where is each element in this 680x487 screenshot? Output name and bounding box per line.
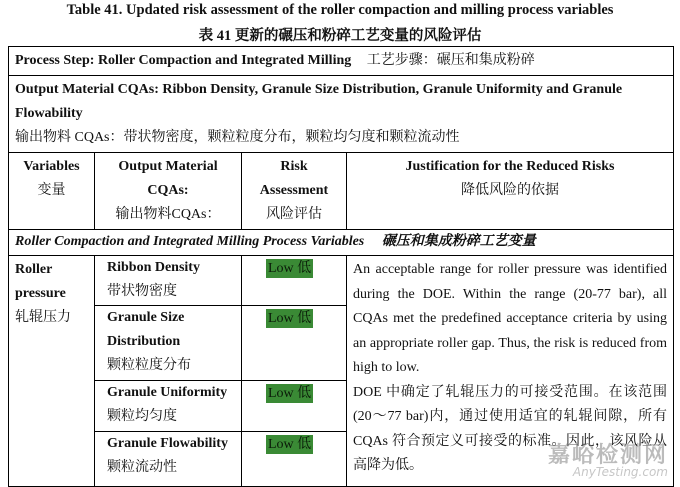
cqa-en: Granule Uniformity bbox=[107, 385, 228, 400]
header-justification bbox=[347, 153, 674, 230]
risk-low-badge: Low 低 bbox=[268, 261, 312, 276]
header-output-cqas-en: Output Material CQAs: bbox=[118, 159, 218, 198]
header-variables-en: Variables bbox=[23, 159, 80, 174]
process-step-en: Process Step: Roller Compaction and Integrated Milling bbox=[15, 53, 352, 68]
output-cqas-zh: 输出物料 CQAs：带状物密度，颗粒粒度分布，颗粒均匀度和颗粒流动性 bbox=[15, 130, 460, 145]
header-output-cqas-zh: 输出物料CQAs： bbox=[115, 207, 221, 222]
process-step-zh: 工艺步骤：碾压和集成粉碎 bbox=[366, 53, 535, 68]
variable-zh: 轧辊压力 bbox=[15, 310, 71, 325]
cqa-zh: 颗粒均匀度 bbox=[107, 409, 177, 424]
cqa-en: Granule Flowability bbox=[107, 436, 228, 451]
risk-cell bbox=[242, 432, 347, 487]
header-justification-en: Justification for the Reduced Risks bbox=[405, 159, 615, 174]
cqa-cell bbox=[95, 432, 242, 487]
section-title-en: Roller Compaction and Integrated Milling Process Variables bbox=[15, 234, 365, 249]
watermark bbox=[548, 438, 668, 479]
header-row bbox=[9, 153, 674, 230]
cqa-en: Ribbon Density bbox=[107, 260, 200, 275]
justification-zh: DOE 中确定了轧辊压力的可接受范围。在该范围(20～77 bar)内，通过使用适宜的轧辊间隙，所有CQAs 符合预定义可接受的标准。因此，该风险从高降为低。 bbox=[353, 384, 667, 473]
output-cqas-en: Output Material CQAs: Ribbon Density, Granule Size Distribution, Granule Uniformity and Granule Flowability bbox=[15, 82, 623, 121]
risk-cell bbox=[242, 306, 347, 381]
watermark-url: AnyTesting.com bbox=[572, 465, 668, 479]
cqa-cell bbox=[95, 256, 242, 306]
header-justification-zh: 降低风险的依据 bbox=[461, 183, 559, 198]
variable-en: Roller pressure bbox=[15, 262, 66, 301]
header-risk-zh: 风险评估 bbox=[266, 207, 322, 222]
header-output-cqas bbox=[95, 153, 242, 230]
output-cqas-row bbox=[9, 76, 674, 153]
cqa-zh: 颗粒流动性 bbox=[107, 460, 177, 475]
justification-en: An acceptable range for roller pressure was identified during the DOE. Within the range (20-77 bar), all CQAs met the predefined acceptance criteria by using an appropriate roller gap. Thus, the risk is reduced from high to low. bbox=[353, 262, 667, 375]
watermark-logo-text: 嘉峪检测网 bbox=[547, 443, 668, 468]
cqa-cell bbox=[95, 381, 242, 432]
table-caption-zh: 表 41 更新的碾压和粉碎工艺变量的风险评估 bbox=[198, 28, 482, 44]
section-title-zh: 碾压和集成粉碎工艺变量 bbox=[381, 234, 536, 249]
risk-assessment-table bbox=[8, 46, 674, 487]
process-step-row bbox=[9, 47, 674, 76]
risk-cell bbox=[242, 381, 347, 432]
risk-low-badge: Low 低 bbox=[268, 311, 312, 326]
risk-low-badge: Low 低 bbox=[268, 437, 312, 452]
header-risk-en: Risk Assessment bbox=[259, 159, 329, 198]
cqa-zh: 颗粒粒度分布 bbox=[107, 358, 191, 373]
table-row bbox=[9, 256, 674, 306]
risk-low-badge: Low 低 bbox=[268, 386, 312, 401]
header-variables bbox=[9, 153, 95, 230]
cqa-cell bbox=[95, 306, 242, 381]
section-row bbox=[9, 230, 674, 256]
variable-cell bbox=[9, 256, 95, 487]
cqa-en: Granule Size Distribution bbox=[107, 310, 185, 349]
cqa-zh: 带状物密度 bbox=[107, 284, 177, 299]
risk-cell bbox=[242, 256, 347, 306]
header-risk bbox=[242, 153, 347, 230]
table-caption-en: Table 41. Updated risk assessment of the roller compaction and milling process variables bbox=[66, 2, 614, 18]
header-variables-zh: 变量 bbox=[37, 183, 66, 198]
